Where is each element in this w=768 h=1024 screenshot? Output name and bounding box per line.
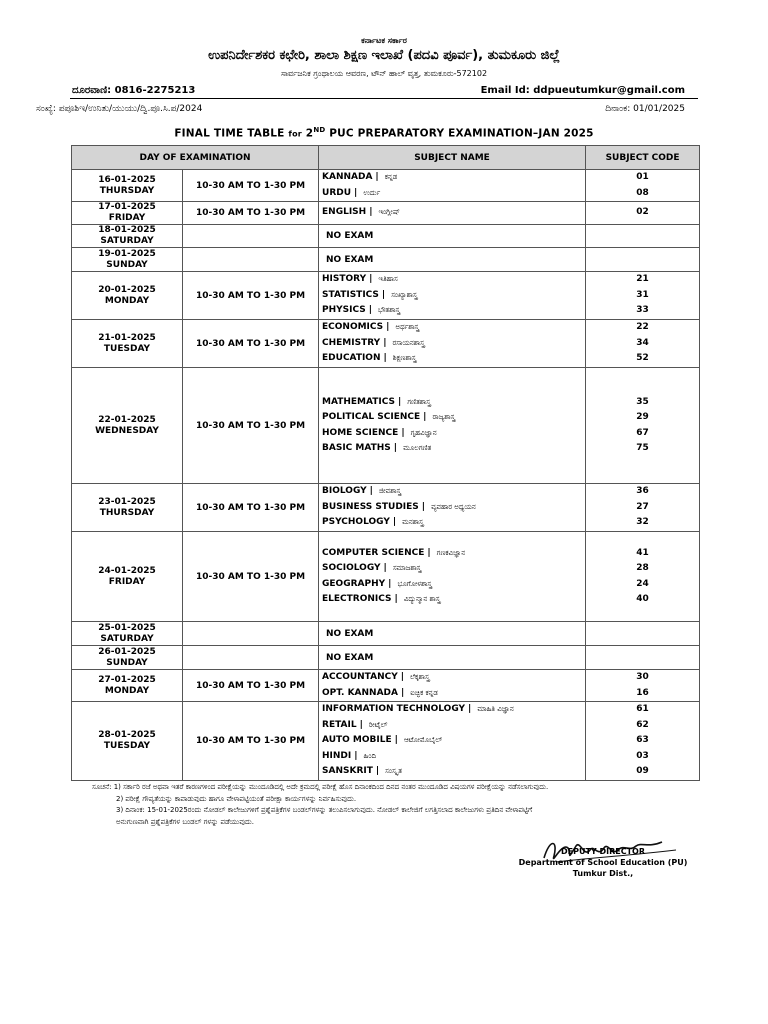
subject-code: 35 xyxy=(636,396,649,407)
subject-code: 36 xyxy=(636,486,649,497)
subject-name-en: ELECTRONICS xyxy=(322,594,392,604)
exam-date: 24-01-2025 xyxy=(98,565,156,576)
subject-name-kn: ರಸಾಯನಶಾಸ್ತ್ರ xyxy=(392,338,425,347)
phone-number: ದೂರವಾಣಿ: 0816-2275213 xyxy=(72,85,196,96)
subject-name-en: ECONOMICS xyxy=(322,322,384,333)
exam-day: WEDNESDAY xyxy=(95,425,159,436)
exam-date-cell xyxy=(72,202,183,225)
no-exam-note: NO EXAM xyxy=(326,652,374,663)
exam-time: 10-30 AM TO 1-30 PM xyxy=(183,702,319,781)
subject-name-kn: ರೀಟೈಲ್ xyxy=(368,720,388,729)
code-cell xyxy=(586,622,700,646)
code-cell xyxy=(586,225,700,248)
email-address: Email Id: ddpueutumkur@gmail.com xyxy=(480,85,685,96)
exam-day: FRIDAY xyxy=(108,576,146,587)
exam-time: 10-30 AM TO 1-30 PM xyxy=(183,170,319,202)
subject-code: 08 xyxy=(636,187,649,198)
subject-cell xyxy=(319,248,586,272)
table-row xyxy=(72,225,700,248)
code-cell xyxy=(586,272,700,320)
subject-name-kn: ಮನಶಾಸ್ತ್ರ xyxy=(402,518,424,527)
subject-name-en: EDUCATION xyxy=(322,353,381,364)
subject-item: ENGLISH | ಇಂಗ್ಲೀಷ್ xyxy=(322,205,582,221)
subject-name-kn: ಹಿಂದಿ xyxy=(363,751,376,760)
exam-date-cell xyxy=(72,646,183,670)
code-cell xyxy=(586,646,700,670)
header-code: SUBJECT CODE xyxy=(586,146,700,170)
subject-cell xyxy=(319,670,586,702)
table-header-row xyxy=(72,146,700,170)
subject-item: URDU | ಉರ್ದು xyxy=(322,186,582,202)
subject-code: 28 xyxy=(636,563,649,573)
exam-date: 23-01-2025 xyxy=(98,496,156,507)
subject-item: PHYSICS | ಭೌತಶಾಸ್ತ್ರ xyxy=(322,303,582,319)
exam-time: 10-30 AM TO 1-30 PM xyxy=(183,532,319,622)
subject-cell xyxy=(319,225,586,248)
subject-item: GEOGRAPHY | ಭೂಗೋಳಶಾಸ್ತ್ರ xyxy=(322,577,582,593)
subject-code: 02 xyxy=(636,207,649,218)
page-title xyxy=(0,126,768,140)
subject-code: 21 xyxy=(636,274,649,285)
title-suffix: ND xyxy=(313,126,326,134)
subject-item: ELECTRONICS | ವಿದ್ಯುನ್ಮಾನ ಶಾಸ್ತ್ರ xyxy=(322,592,582,608)
subject-name-kn: ಮೂಲಗಣಿತ xyxy=(403,444,432,452)
exam-date-cell xyxy=(72,484,183,532)
subject-item: SANSKRIT | ಸಂಸ್ಕೃತ xyxy=(322,764,582,780)
subject-item: EDUCATION | ಶಿಕ್ಷಣಶಾಸ್ತ್ರ xyxy=(322,351,582,367)
timetable-body xyxy=(72,170,700,781)
subject-item: HISTORY | ಇತಿಹಾಸ xyxy=(322,272,582,288)
exam-time xyxy=(183,622,319,646)
exam-day: SATURDAY xyxy=(100,633,154,644)
subject-name-kn: ಸಂಖ್ಯಾಶಾಸ್ತ್ರ xyxy=(391,290,418,299)
subject-item: STATISTICS | ಸಂಖ್ಯಾಶಾಸ್ತ್ರ xyxy=(322,288,582,304)
title-for: for xyxy=(288,129,302,139)
code-cell xyxy=(586,320,700,368)
exam-date-cell xyxy=(72,368,183,484)
subject-name-en: KANNADA xyxy=(322,172,373,182)
table-row xyxy=(72,202,700,225)
subject-cell xyxy=(319,484,586,532)
subject-code: 62 xyxy=(636,719,649,730)
subject-name-en: BASIC MATHS xyxy=(322,443,391,453)
exam-day: MONDAY xyxy=(104,685,150,696)
code-cell xyxy=(586,484,700,532)
subject-name-kn: ಇಂಗ್ಲೀಷ್ xyxy=(378,208,400,217)
subject-code: 52 xyxy=(636,353,649,364)
code-cell xyxy=(586,170,700,202)
note-3-cont: ಅನುಗುಣವಾಗಿ ಪ್ರಶ್ನೆಪತ್ರಿಕೆಗಳ ಬಂಡಲ್ ಗಳನ್ನು ಪಡೆಯುವುದು. xyxy=(116,817,254,826)
subject-name-en: SANSKRIT xyxy=(322,766,373,776)
subject-name-en: PHYSICS xyxy=(322,305,366,316)
subject-item: BUSINESS STUDIES | ವ್ಯವಹಾರ ಅಧ್ಯಯನ xyxy=(322,500,582,516)
exam-day: MONDAY xyxy=(104,295,150,306)
subject-name-kn: ಮಾಹಿತಿ ವಿಜ್ಞಾನ xyxy=(477,705,514,713)
subject-name-kn: ಆಟೋಮೊಬೈಲ್ xyxy=(403,736,443,744)
reference-number: ಸಂಖ್ಯೆ: ಪಪೂಶಿಇ/ಉನಿತು/ಯುಯು/ದ್ವಿ.ಪೂ.ಸಿ.ಪ/2024 xyxy=(36,104,203,114)
table-row xyxy=(72,320,700,368)
subject-cell xyxy=(319,646,586,670)
exam-time: 10-30 AM TO 1-30 PM xyxy=(183,670,319,702)
subject-name-kn: ಅರ್ಥಶಾಸ್ತ್ರ xyxy=(395,323,420,332)
code-cell xyxy=(586,248,700,272)
table-row xyxy=(72,532,700,622)
office-address: ಸಾರ್ವಜನಿಕ ಗ್ರಂಥಾಲಯ ಆವರಣ, ಟೌನ್ ಹಾಲ್ ವೃತ್ತ, ತುಮಕೂರು-572102 xyxy=(280,69,488,78)
table-row xyxy=(72,646,700,670)
exam-time: 10-30 AM TO 1-30 PM xyxy=(183,202,319,225)
subject-name-en: POLITICAL SCIENCE xyxy=(322,412,421,422)
exam-date: 17-01-2025 xyxy=(98,202,156,212)
subject-name-en: HINDI xyxy=(322,750,352,761)
code-cell xyxy=(586,702,700,781)
exam-date: 21-01-2025 xyxy=(98,332,156,343)
code-cell xyxy=(586,202,700,225)
subject-item: INFORMATION TECHNOLOGY | ಮಾಹಿತಿ ವಿಜ್ಞಾನ xyxy=(322,702,582,718)
document-date: ದಿನಾಂಕ: 01/01/2025 xyxy=(605,104,685,114)
exam-time xyxy=(183,225,319,248)
subject-item: CHEMISTRY | ರಸಾಯನಶಾಸ್ತ್ರ xyxy=(322,336,582,352)
subject-item: KANNADA | ಕನ್ನಡ xyxy=(322,170,582,186)
subject-code: 24 xyxy=(636,578,649,589)
subject-code: 01 xyxy=(636,172,649,182)
office-name: ಉಪನಿರ್ದೇಶಕರ ಕಛೇರಿ, ಶಾಲಾ ಶಿಕ್ಷಣ ಇಲಾಖೆ (ಪದವಿ ಪೂರ್ವ), ತುಮಕೂರು ಜಿಲ್ಲೆ xyxy=(208,48,560,63)
subject-cell xyxy=(319,368,586,484)
exam-date-cell xyxy=(72,320,183,368)
subject-name-kn: ಸಂಸ್ಕೃತ xyxy=(385,767,402,775)
signature-block xyxy=(508,846,698,879)
subject-name-en: BUSINESS STUDIES xyxy=(322,501,419,512)
subject-cell xyxy=(319,320,586,368)
signatory-department: Department of School Education (PU) xyxy=(518,858,688,867)
subject-name-en: GEOGRAPHY xyxy=(322,578,386,589)
subject-item: PSYCHOLOGY | ಮನಶಾಸ್ತ್ರ xyxy=(322,515,582,531)
subject-code: 27 xyxy=(636,501,649,512)
subject-code: 22 xyxy=(636,322,649,333)
exam-date: 27-01-2025 xyxy=(98,674,156,685)
subject-item: AUTO MOBILE | ಆಟೋಮೊಬೈಲ್ xyxy=(322,733,582,749)
code-cell xyxy=(586,368,700,484)
subject-name-en: COMPUTER SCIENCE xyxy=(322,547,425,558)
exam-day: THURSDAY xyxy=(99,185,155,196)
subject-item: ACCOUNTANCY | ಲೆಕ್ಕಶಾಸ್ತ್ರ xyxy=(322,670,582,686)
subject-cell xyxy=(319,532,586,622)
exam-day: THURSDAY xyxy=(99,507,155,518)
subject-name-en: HISTORY xyxy=(322,274,367,285)
subject-name-kn: ಗಣಕವಿಜ್ಞಾನ xyxy=(436,548,466,557)
title-number: 2 xyxy=(305,127,314,140)
code-cell xyxy=(586,670,700,702)
subject-item: OPT. KANNADA | ಐಚ್ಛಿಕ ಕನ್ನಡ xyxy=(322,686,582,702)
signatory-designation: DEPUTY DIRECTOR xyxy=(560,847,646,856)
exam-day: TUESDAY xyxy=(103,343,151,354)
subject-name-en: HOME SCIENCE xyxy=(322,427,399,438)
subject-name-kn: ಜೀವಶಾಸ್ತ್ರ xyxy=(378,487,401,496)
exam-day: SATURDAY xyxy=(100,236,154,246)
exam-date: 26-01-2025 xyxy=(98,646,156,657)
exam-time: 10-30 AM TO 1-30 PM xyxy=(183,320,319,368)
subject-name-en: OPT. KANNADA xyxy=(322,687,398,698)
subject-name-en: MATHEMATICS xyxy=(322,396,396,407)
exam-time: 10-30 AM TO 1-30 PM xyxy=(183,368,319,484)
subject-name-en: AUTO MOBILE xyxy=(322,735,392,745)
subject-name-kn: ಶಿಕ್ಷಣಶಾಸ್ತ್ರ xyxy=(392,354,417,363)
subject-code: 63 xyxy=(636,735,649,745)
exam-time xyxy=(183,646,319,670)
table-row xyxy=(72,622,700,646)
exam-date: 18-01-2025 xyxy=(98,225,156,235)
subject-cell xyxy=(319,272,586,320)
government-label: ಕರ್ನಾಟಕ ಸರ್ಕಾರ xyxy=(361,36,407,45)
subject-name-en: BIOLOGY xyxy=(322,486,367,497)
subject-cell xyxy=(319,702,586,781)
no-exam-note: NO EXAM xyxy=(326,254,374,265)
table-row xyxy=(72,702,700,781)
subject-code: 32 xyxy=(636,517,649,528)
exam-date-cell xyxy=(72,532,183,622)
subject-cell xyxy=(319,170,586,202)
exam-date: 20-01-2025 xyxy=(98,284,156,295)
subject-code: 33 xyxy=(636,305,649,316)
subject-code: 41 xyxy=(636,547,649,558)
exam-date-cell xyxy=(72,670,183,702)
exam-date-cell xyxy=(72,622,183,646)
exam-date: 28-01-2025 xyxy=(98,729,156,740)
exam-timetable xyxy=(71,145,700,781)
subject-cell xyxy=(319,202,586,225)
subject-item: SOCIOLOGY | ಸಮಾಜಶಾಸ್ತ್ರ xyxy=(322,561,582,577)
subject-code: 34 xyxy=(636,337,649,348)
table-row xyxy=(72,272,700,320)
subject-cell xyxy=(319,622,586,646)
subject-name-en: ENGLISH xyxy=(322,207,367,218)
subject-code: 29 xyxy=(636,412,649,422)
exam-date: 16-01-2025 xyxy=(98,174,156,185)
exam-time: 10-30 AM TO 1-30 PM xyxy=(183,272,319,320)
subject-code: 67 xyxy=(636,427,649,438)
subject-item: HINDI | ಹಿಂದಿ xyxy=(322,749,582,765)
note-2: 2) ಪರೀಕ್ಷೆ ಗೌಪ್ಯತೆಯನ್ನು ಕಾಪಾಡುವುದು ಹಾಗೂ ವೇಳಾಪಟ್ಟಿಯಂತೆ ಪರೀಕ್ಷಾ ಕಾರ್ಯಗಳನ್ನು ನಿರ್ವಹಿಸುವುದು. xyxy=(116,794,357,803)
title-part-2: PUC PREPARATORY EXAMINATION–JAN 2025 xyxy=(329,127,594,140)
subject-code: 61 xyxy=(636,704,649,714)
note-1: ಸೂಚನೆ: 1) ಸರ್ಕಾರಿ ರಜೆ ಅಥವಾ ಇತರೆ ಕಾರಣಗಳಿಂದ ಪರೀಕ್ಷೆಯನ್ನು ಮುಂದೂಡಿದಲ್ಲಿ ಅದೇ ಕ್ರಮದಲ್ಲಿ ಪರೀಕ್ಷೆ ಹೊಸ ದಿನಾಂಕದಿಂದ ದಿನದ ನಂತರ ಮುಂದೂಡಿದ ವಿಷಯಗಳ ಪರೀಕ್ಷೆಯನ್ನು ನಡೆಸಲಾಗುವುದು. xyxy=(92,783,549,791)
subject-code: 40 xyxy=(636,594,649,604)
notes xyxy=(92,782,702,828)
subject-code: 09 xyxy=(636,766,649,776)
exam-date-cell xyxy=(72,225,183,248)
header-divider xyxy=(70,98,698,99)
header-day: DAY OF EXAMINATION xyxy=(72,146,319,170)
exam-time xyxy=(183,248,319,272)
code-cell xyxy=(586,532,700,622)
subject-name-en: URDU xyxy=(322,187,352,198)
subject-name-en: STATISTICS xyxy=(322,289,379,300)
subject-name-kn: ವಿದ್ಯುನ್ಮಾನ ಶಾಸ್ತ್ರ xyxy=(403,595,441,603)
subject-item: RETAIL | ರೀಟೈಲ್ xyxy=(322,718,582,734)
subject-name-en: CHEMISTRY xyxy=(322,337,381,348)
exam-date-cell xyxy=(72,702,183,781)
subject-item: COMPUTER SCIENCE | ಗಣಕವಿಜ್ಞಾನ xyxy=(322,546,582,562)
subject-item: BIOLOGY | ಜೀವಶಾಸ್ತ್ರ xyxy=(322,484,582,500)
table-row xyxy=(72,484,700,532)
subject-name-kn: ಭೂಗೋಳಶಾಸ್ತ್ರ xyxy=(397,579,432,588)
exam-day: SUNDAY xyxy=(106,259,148,270)
exam-day: TUESDAY xyxy=(103,740,151,751)
subject-name-en: RETAIL xyxy=(322,719,357,730)
subject-code: 31 xyxy=(636,289,649,300)
subject-item: HOME SCIENCE | ಗೃಹವಿಜ್ಞಾನ xyxy=(322,426,582,442)
title-part-1: FINAL TIME TABLE xyxy=(174,127,285,140)
subject-item: ECONOMICS | ಅರ್ಥಶಾಸ್ತ್ರ xyxy=(322,320,582,336)
subject-name-kn: ಗಣಿತಶಾಸ್ತ್ರ xyxy=(407,397,431,406)
subject-name-kn: ಲೆಕ್ಕಶಾಸ್ತ್ರ xyxy=(410,673,430,681)
note-3: 3) ದಿನಾಂಕ: 15-01-2025ರಂದು ನೋಡಲ್ ಕಾಲೇಜುಗಳಿಗೆ ಪ್ರಶ್ನೆಪತ್ರಿಕೆಗಳ ಬಂಡಲ್‌ಗಳನ್ನು ತಲುಪಿಸಲಾಗುವುದು. ನೋಡಲ್ ಕಾಲೇಜಿಗೆ ಲಗತ್ತಿಸಲಾದ ಕಾಲೇಜುಗಳು ಪ್ರತಿದಿನ ವೇಳಾಪಟ್ಟಿಗೆ xyxy=(116,806,533,814)
header-subject: SUBJECT NAME xyxy=(319,146,586,170)
no-exam-note: NO EXAM xyxy=(326,231,374,241)
exam-date-cell xyxy=(72,248,183,272)
subject-name-en: INFORMATION TECHNOLOGY xyxy=(322,704,466,714)
exam-date-cell xyxy=(72,272,183,320)
exam-date-cell xyxy=(72,170,183,202)
subject-name-kn: ಭೌತಶಾಸ್ತ್ರ xyxy=(378,306,400,315)
subject-name-kn: ಸಮಾಜಶಾಸ್ತ್ರ xyxy=(392,564,422,572)
table-row xyxy=(72,248,700,272)
subject-item: POLITICAL SCIENCE | ರಾಜ್ಯಶಾಸ್ತ್ರ xyxy=(322,410,582,426)
signatory-place: Tumkur Dist., xyxy=(572,869,634,878)
subject-code: 16 xyxy=(636,687,649,698)
no-exam-note: NO EXAM xyxy=(326,628,374,639)
subject-item: BASIC MATHS | ಮೂಲಗಣಿತ xyxy=(322,441,582,457)
subject-item: MATHEMATICS | ಗಣಿತಶಾಸ್ತ್ರ xyxy=(322,395,582,411)
subject-name-kn: ಐಚ್ಛಿಕ ಕನ್ನಡ xyxy=(410,688,438,697)
exam-day: FRIDAY xyxy=(108,213,146,223)
table-row xyxy=(72,170,700,202)
subject-name-en: PSYCHOLOGY xyxy=(322,517,390,528)
subject-name-kn: ರಾಜ್ಯಶಾಸ್ತ್ರ xyxy=(432,413,456,421)
table-row xyxy=(72,368,700,484)
table-row xyxy=(72,670,700,702)
subject-code: 75 xyxy=(636,443,649,453)
subject-code: 30 xyxy=(636,672,649,682)
exam-date: 19-01-2025 xyxy=(98,248,156,259)
subject-name-kn: ಇತಿಹಾಸ xyxy=(378,275,398,284)
subject-name-kn: ಉರ್ದು xyxy=(363,188,381,197)
subject-name-kn: ವ್ಯವಹಾರ ಅಧ್ಯಯನ xyxy=(431,502,476,511)
subject-name-kn: ಗೃಹವಿಜ್ಞಾನ xyxy=(410,428,437,437)
subject-name-kn: ಕನ್ನಡ xyxy=(384,173,398,181)
exam-time: 10-30 AM TO 1-30 PM xyxy=(183,484,319,532)
exam-date: 25-01-2025 xyxy=(98,622,156,633)
exam-day: SUNDAY xyxy=(106,657,148,668)
subject-name-en: SOCIOLOGY xyxy=(322,563,381,573)
exam-date: 22-01-2025 xyxy=(98,414,156,425)
subject-name-en: ACCOUNTANCY xyxy=(322,672,398,682)
subject-code: 03 xyxy=(636,750,649,761)
